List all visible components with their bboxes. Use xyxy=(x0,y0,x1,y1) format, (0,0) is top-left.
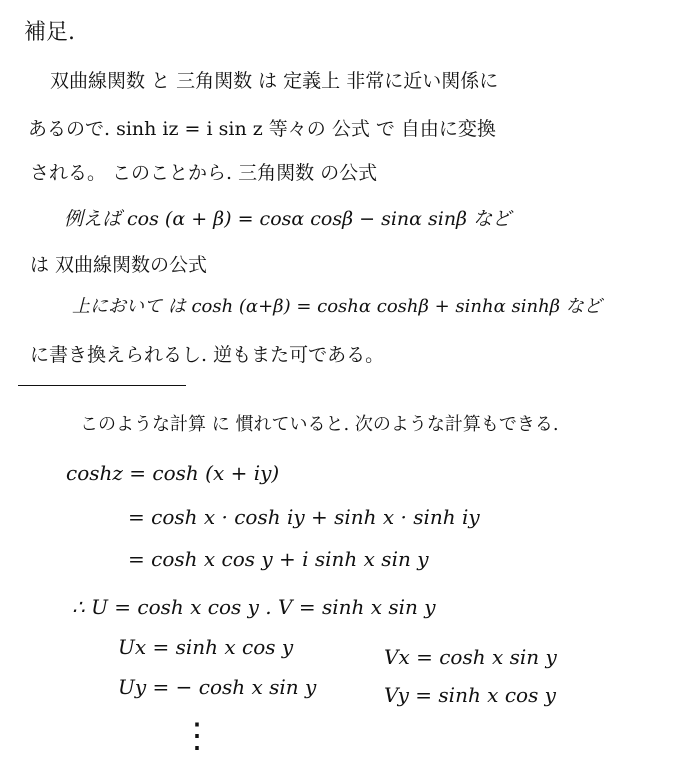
derivation-line-2: = cosh x · cosh iy + sinh x · sinh iy xyxy=(128,505,480,529)
paragraph-line-1: 双曲線関数 と 三角関数 は 定義上 非常に近い関係に xyxy=(50,70,499,92)
derivation-line-1: coshz = cosh (x + iy) xyxy=(66,461,280,485)
paragraph-line-2: あるので. sinh iz = i sin z 等々の 公式 で 自由に変換 xyxy=(28,118,496,140)
paragraph-line-7: に書き換えられるし. 逆もまた可である。 xyxy=(30,344,385,366)
partial-vx: Vx = cosh x sin y xyxy=(384,645,557,669)
paragraph-line-3: される。 このことから. 三角関数 の公式 xyxy=(30,162,378,184)
note-heading: 補足. xyxy=(24,20,75,45)
calculation-intro: このような計算 に 慣れていると. 次のような計算もできる. xyxy=(80,414,559,435)
continuation-dots: ⋮ xyxy=(180,716,214,756)
section-divider xyxy=(18,385,186,386)
partial-vy: Vy = sinh x cos y xyxy=(384,683,556,707)
derivation-line-3: = cosh x cos y + i sinh x sin y xyxy=(128,547,429,571)
partial-uy: Uy = − cosh x sin y xyxy=(118,675,317,699)
result-line: ∴ U = cosh x cos y . V = sinh x sin y xyxy=(72,595,436,619)
paragraph-line-4: 例えば cos (α + β) = cosα cosβ − sinα sinβ など xyxy=(64,208,512,230)
paragraph-line-5: は 双曲線関数の公式 xyxy=(30,254,208,276)
partial-ux: Ux = sinh x cos y xyxy=(118,635,294,659)
paragraph-line-6: 上において は cosh (α+β) = coshα coshβ + sinhα sinhβ など xyxy=(72,296,602,317)
